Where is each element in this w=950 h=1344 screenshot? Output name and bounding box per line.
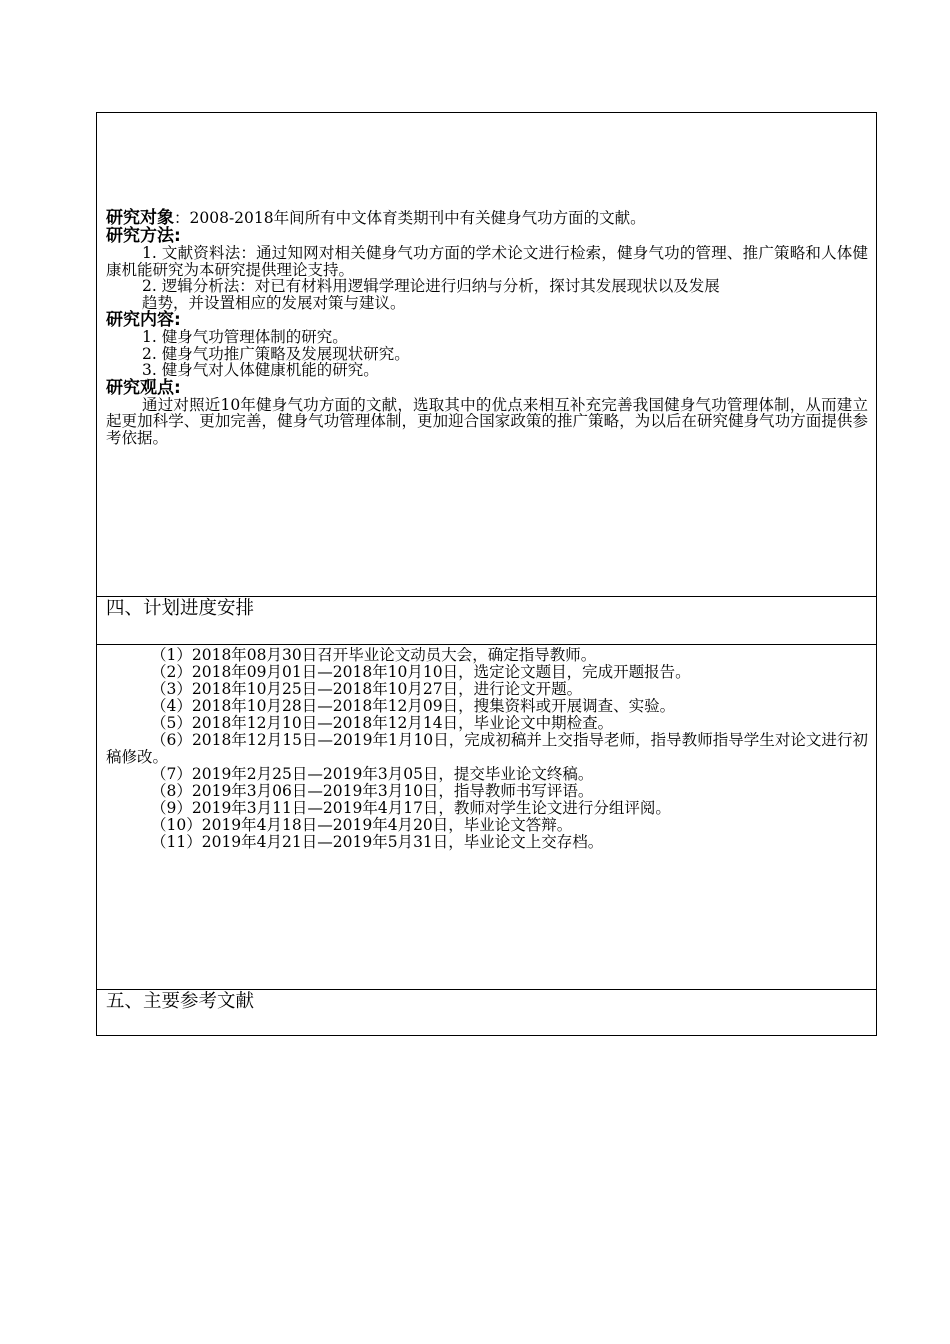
plan-item: （11）2019年4月21日—2019年5月31日，毕业论文上交存档。 <box>151 833 604 851</box>
research-cell <box>97 113 876 597</box>
plan-item: （10）2019年4月18日—2019年4月20日，毕业论文答辩。 <box>151 816 573 834</box>
plan-item: （2）2018年09月01日—2018年10月10日，选定论文题目，完成开题报告。 <box>151 663 691 681</box>
research-object-text: ：2008-2018年间所有中文体育类期刊中有关健身气功方面的文献。 <box>174 209 646 227</box>
plan-item: （1）2018年08月30日召开毕业论文动员大会，确定指导教师。 <box>151 646 597 664</box>
method-item: 趋势，并设置相应的发展对策与建议。 <box>142 293 406 312</box>
plan-item: （6）2018年12月15日—2019年1月10日，完成初稿并上交指导老师，指导教师指导学生对论文进行初稿修改。 <box>106 731 868 766</box>
section4-title: 四、计划进度安排 <box>106 598 255 619</box>
section5-title: 五、主要参考文献 <box>106 991 255 1012</box>
form-table <box>96 112 877 1036</box>
plan-item: （7）2019年2月25日—2019年3月05日，提交毕业论文终稿。 <box>151 765 594 783</box>
plan-item: （5）2018年12月10日—2018年12月14日，毕业论文中期检查。 <box>151 714 614 732</box>
research-view-label: 研究观点: <box>106 377 181 398</box>
plan-item: （9）2019年3月11日—2019年4月17日，教师对学生论文进行分组评阅。 <box>151 799 671 817</box>
research-object <box>106 209 868 227</box>
plan-item: （8）2019年3月06日—2019年3月10日，指导教师书写评语。 <box>151 782 594 800</box>
research-view-text: 通过对照近10年健身气功方面的文献，选取其中的优点来相互补充完善我国健身气功管理体制，从而建立起更加科学、更加完善，健身气功管理体制，更加迎合国家政策的推广策略，为以后在研究健身气功方面提供参考依据。 <box>106 395 868 447</box>
content-item: 1. 健身气功管理体制的研究。 <box>142 328 348 346</box>
research-body <box>106 209 868 446</box>
plan-item: （4）2018年10月28日—2018年12月09日，搜集资料或开展调查、实验。 <box>151 697 676 715</box>
section5-header-cell <box>97 990 876 1035</box>
method-item: 1. 文献资料法：通过知网对相关健身气功方面的学术论文进行检索，健身气功的管理、推广策略和人体健康机能研究为本研究提供理论支持。 <box>106 244 868 279</box>
research-object-label: 研究对象 <box>106 208 174 228</box>
plan-cell <box>97 645 876 990</box>
content-item: 3. 健身气对人体健康机能的研究。 <box>142 361 379 379</box>
section4-header-cell <box>97 597 876 645</box>
plan-list <box>106 647 868 851</box>
research-content-label: 研究内容: <box>106 310 181 330</box>
content-item: 2. 健身气功推广策略及发展现状研究。 <box>142 344 410 363</box>
plan-item: （3）2018年10月25日—2018年10月27日，进行论文开题。 <box>151 680 583 698</box>
research-method-label: 研究方法: <box>106 226 181 246</box>
method-item: 2. 逻辑分析法：对已有材料用逻辑学理论进行归纳与分析，探讨其发展现状以及发展 <box>142 277 720 295</box>
